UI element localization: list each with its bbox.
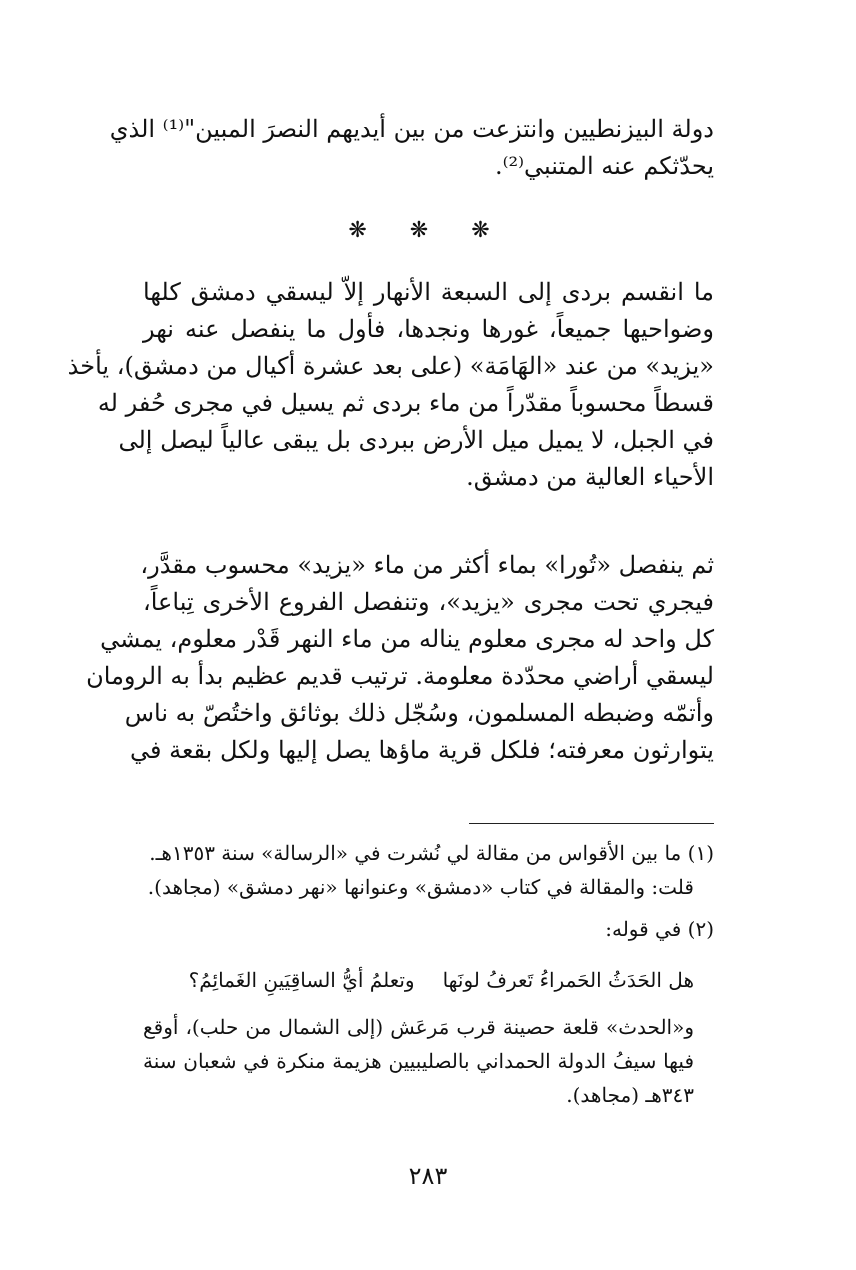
body-text-line: يتوارثون معرفته؛ فلكل قرية ماؤها يصل إليها ولكل بقعة في xyxy=(129,736,714,764)
body-text-line: قسطاً محسوباً مقدّراً من ماء بردى ثم يسيل في مجرى حُفر له xyxy=(97,389,714,417)
page-number: ٢٨٣ xyxy=(408,1162,448,1190)
footnote-2-line-2: فيها سيفُ الدولة الحمداني بالصليبيين هزيمة منكرة في شعبان سنة xyxy=(143,1049,694,1073)
body-text-line: الأحياء العالية من دمشق. xyxy=(466,463,714,491)
footnote-1-line-1: (١) ما بين الأقواس من مقالة لي نُشرت في «الرسالة» سنة ١٣٥٣هـ. xyxy=(149,841,714,865)
footnote-2-line-3: ٣٤٣هـ (مجاهد). xyxy=(566,1083,694,1107)
body-text-line: ليسقي أراضي محدّدة معلومة. ترتيب قديم عظيم بدأ به الرومان xyxy=(86,662,714,690)
footnote-divider xyxy=(469,823,714,824)
footnote-2-intro: (٢) في قوله: xyxy=(605,917,714,941)
body-text-line: يحدّثكم عنه المتنبي⁽²⁾. xyxy=(495,152,714,180)
body-text-line: فيجري تحت مجرى «يزيد»، وتنفصل الفروع الأخرى تِباعاً، xyxy=(143,588,714,616)
body-text-line: وأتمّه وضبطه المسلمون، وسُجّل ذلك بوثائق واختُصّ به ناس xyxy=(124,699,714,727)
body-text-line: ثم ينفصل «تُورا» بماء أكثر من ماء «يزيد» محسوب مقدَّر، xyxy=(140,551,714,579)
footnote-2-line-1: و«الحدث» قلعة حصينة قرب مَرعَش (إلى الشمال من حلب)، أوقع xyxy=(143,1015,694,1039)
footnote-1-line-2: قلت: والمقالة في كتاب «دمشق» وعنوانها «نهر دمشق» (مجاهد). xyxy=(147,875,694,899)
verse-second-hemistich: وتعلمُ أيُّ الساقِيَينِ الغَمائِمُ؟ xyxy=(188,968,415,992)
body-text-line: وضواحيها جميعاً، غورها ونجدها، فأول ما ينفصل عنه نهر xyxy=(143,315,714,343)
section-separator: ❋ ❋ ❋ xyxy=(348,218,508,243)
body-text-line: «يزيد» من عند «الهَامَة» (على بعد عشرة أكيال من دمشق)، يأخذ xyxy=(67,352,714,380)
body-text-line: كل واحد له مجرى معلوم يناله من ماء النهر قَدْر معلوم، يمشي xyxy=(100,625,714,653)
verse-first-hemistich: هل الحَدَثُ الحَمراءُ تَعرفُ لونَها xyxy=(442,968,694,992)
body-text-line: ما انقسم بردى إلى السبعة الأنهار إلاّ ليسقي دمشق كلها xyxy=(143,278,714,306)
body-text-line: في الجبل، لا يميل ميل الأرض ببردى بل يبقى عالياً ليصل إلى xyxy=(118,426,714,454)
poetry-verse xyxy=(143,965,714,995)
body-text-line: دولة البيزنطيين وانتزعت من بين أيديهم النصرَ المبين"⁽¹⁾ الذي xyxy=(109,115,714,143)
